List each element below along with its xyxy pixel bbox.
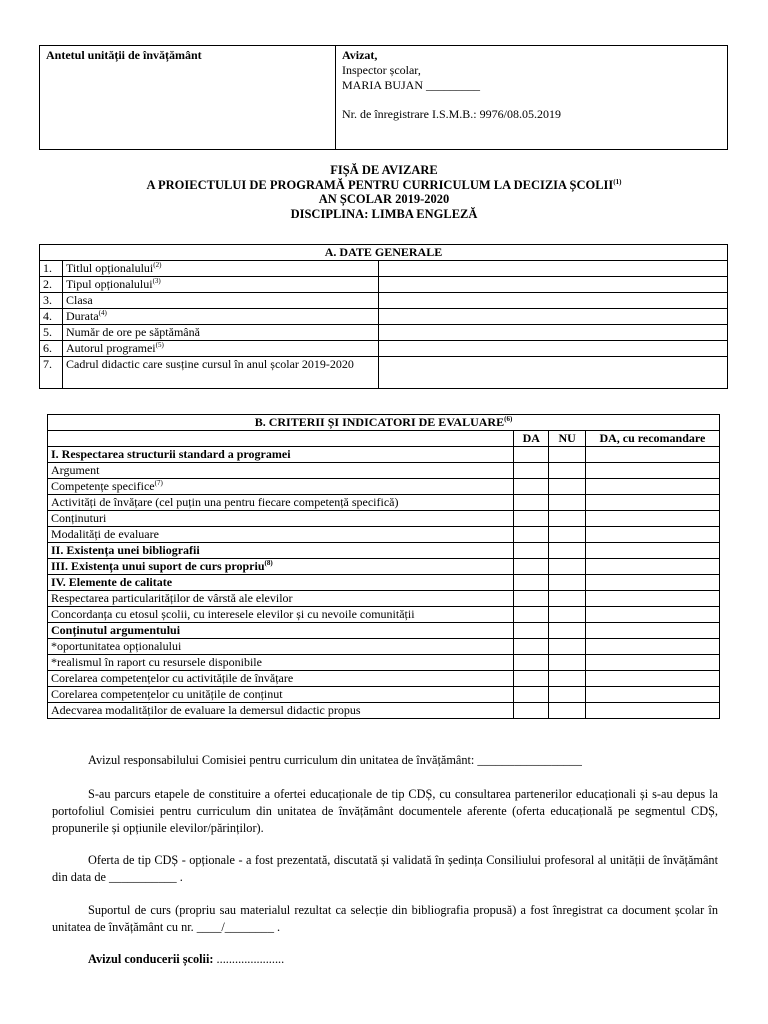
inspector-label: Inspector școlar,: [342, 63, 421, 77]
criteria-row: [48, 495, 720, 511]
row-label: Cadrul didactic care susține cursul în anul școlar 2019-2020: [63, 357, 379, 389]
cell-recommendation[interactable]: [585, 671, 719, 687]
general-row: [40, 309, 728, 325]
footnote-ref: (5): [155, 341, 164, 349]
inspector-name: MARIA BUJAN _________: [342, 78, 481, 92]
criteria-label: Adecvarea modalităților de evaluare la demersul didactic propus: [48, 703, 514, 719]
registration-number: Nr. de înregistrare I.S.M.B.: 9976/08.05.2019: [342, 107, 561, 121]
paragraph-commission-approval: Avizul responsabilului Comisiei pentru curriculum din unitatea de învățământ: _________________: [88, 753, 582, 767]
criteria-table: [47, 414, 720, 719]
cell-nu[interactable]: [549, 575, 585, 591]
cell-nu[interactable]: [549, 639, 585, 655]
cell-recommendation[interactable]: [585, 623, 719, 639]
row-number: 3.: [40, 293, 63, 309]
footnote-ref: (4): [98, 309, 107, 317]
cell-nu[interactable]: [549, 463, 585, 479]
criteria-row: [48, 511, 720, 527]
general-row: [40, 357, 728, 389]
general-row: [40, 325, 728, 341]
row-label: Număr de ore pe săptămână: [63, 325, 379, 341]
footnote-ref: (3): [152, 277, 161, 285]
criteria-label: Concordanța cu etosul școlii, cu interesele elevilor și cu nevoile comunității: [48, 607, 514, 623]
criteria-label: Argument: [48, 463, 514, 479]
criteria-label: II. Existența unei bibliografii: [48, 543, 514, 559]
cell-nu[interactable]: [549, 623, 585, 639]
cell-da[interactable]: [514, 655, 549, 671]
cell-da[interactable]: [514, 495, 549, 511]
cell-recommendation[interactable]: [585, 639, 719, 655]
criteria-row: [48, 687, 720, 703]
criteria-label: Corelarea competențelor cu activitățile de învățare: [48, 671, 514, 687]
row-value[interactable]: [379, 261, 728, 277]
institution-label: Antetul unității de învățământ: [46, 48, 202, 62]
row-label: Autorul programei$^{(5)}$: [63, 341, 379, 357]
criteria-label: Conținuturi: [48, 511, 514, 527]
cell-da[interactable]: [514, 543, 549, 559]
criteria-row: [48, 463, 720, 479]
cell-da[interactable]: [514, 511, 549, 527]
row-value[interactable]: [379, 293, 728, 309]
footnote-ref: (2): [153, 261, 162, 269]
cell-da[interactable]: [514, 559, 549, 575]
criteria-row: [48, 479, 720, 495]
criteria-row: [48, 575, 720, 591]
document-title: [0, 163, 768, 221]
cell-nu[interactable]: [549, 655, 585, 671]
criteria-row: [48, 703, 720, 719]
row-number: 1.: [40, 261, 63, 277]
paragraph-course-support: Suportul de curs (propriu sau materialul rezultat ca selecție din bibliografia propusă) a fost înregistrat ca document școlar în unitatea de învățământ cu nr. ____/________ .: [52, 903, 718, 934]
col-recommendation: DA, cu recomandare: [585, 431, 719, 447]
row-value[interactable]: [379, 277, 728, 293]
criteria-row: [48, 655, 720, 671]
row-number: 6.: [40, 341, 63, 357]
criteria-label: Competențe specifice$^{(7)}$: [48, 479, 514, 495]
cell-da[interactable]: [514, 639, 549, 655]
row-label: Tipul opționalului$^{(3)}$: [63, 277, 379, 293]
cell-recommendation[interactable]: [585, 703, 719, 719]
title-line-1: FIȘĂ DE AVIZARE: [330, 163, 438, 177]
criteria-row: [48, 559, 720, 575]
cell-da[interactable]: [514, 703, 549, 719]
criteria-row: [48, 543, 720, 559]
cell-nu[interactable]: [549, 479, 585, 495]
cell-da[interactable]: [514, 527, 549, 543]
cell-nu[interactable]: [549, 543, 585, 559]
cell-recommendation[interactable]: [585, 687, 719, 703]
cell-da[interactable]: [514, 623, 549, 639]
title-line-4: DISCIPLINA: LIMBA ENGLEZĂ: [290, 206, 478, 221]
criteria-row: [48, 623, 720, 639]
row-value[interactable]: [379, 309, 728, 325]
criteria-row: [48, 639, 720, 655]
row-label: Titlul opționalului$^{(2)}$: [63, 261, 379, 277]
criteria-label: Modalități de evaluare: [48, 527, 514, 543]
paragraph-cds-offer: S-au parcurs etapele de constituire a ofertei educaționale de tip CDȘ, cu consultarea partenerilor educaționali și s-au depus la portofoliul Comisiei pentru curriculum din unitatea de învățământ documentele aferente (oferta educațională pe segmentul CDȘ, propunerile și opțiunile elevilor/părinților).: [52, 787, 718, 835]
general-row: [40, 261, 728, 277]
cell-recommendation[interactable]: [585, 591, 719, 607]
header-table: [39, 45, 728, 150]
cell-nu[interactable]: [549, 607, 585, 623]
cell-da[interactable]: [514, 479, 549, 495]
general-data-table: [39, 244, 728, 389]
criteria-heading: B. CRITERII ȘI INDICATORI DE EVALUARE$^{(6)}$: [48, 415, 720, 431]
paragraph-council-validation: Oferta de tip CDȘ - opționale - a fost prezentată, discutată și validată în ședința Consiliului profesoral al unității de învățământ din data de ___________ .: [52, 853, 718, 884]
cell-recommendation[interactable]: [585, 447, 719, 463]
criteria-row: [48, 447, 720, 463]
criteria-row: [48, 671, 720, 687]
approval-cell: [336, 46, 728, 150]
footnote-ref: (1): [613, 177, 622, 186]
cell-recommendation[interactable]: [585, 527, 719, 543]
cell-da[interactable]: [514, 463, 549, 479]
criteria-col-label: [48, 431, 514, 447]
footnote-ref: (8): [264, 559, 273, 567]
cell-nu[interactable]: [549, 687, 585, 703]
cell-da[interactable]: [514, 607, 549, 623]
cell-nu[interactable]: [549, 511, 585, 527]
cell-nu[interactable]: [549, 559, 585, 575]
row-number: 4.: [40, 309, 63, 325]
school-approval-label: Avizul conducerii școlii:: [88, 952, 214, 966]
criteria-row: [48, 607, 720, 623]
criteria-label: IV. Elemente de calitate: [48, 575, 514, 591]
general-heading: A. DATE GENERALE: [40, 245, 728, 261]
criteria-label: Respectarea particularităților de vârstă ale elevilor: [48, 591, 514, 607]
cell-da[interactable]: [514, 591, 549, 607]
row-number: 7.: [40, 357, 63, 389]
row-label: Durata$^{(4)}$: [63, 309, 379, 325]
cell-nu[interactable]: [549, 447, 585, 463]
school-approval-value: ......................: [216, 952, 285, 966]
row-number: 2.: [40, 277, 63, 293]
cell-nu[interactable]: [549, 591, 585, 607]
criteria-label: *oportunitatea opționalului: [48, 639, 514, 655]
criteria-label: Activități de învățare (cel puțin una pentru fiecare competență specifică): [48, 495, 514, 511]
footnote-ref: (7): [154, 479, 163, 487]
col-da: DA: [514, 431, 549, 447]
paragraph-school-approval: [52, 951, 718, 968]
col-nu: NU: [549, 431, 585, 447]
row-number: 5.: [40, 325, 63, 341]
approval-label: Avizat,: [342, 48, 378, 62]
criteria-row: [48, 591, 720, 607]
cell-da[interactable]: [514, 671, 549, 687]
cell-recommendation[interactable]: [585, 463, 719, 479]
title-line-3: AN ȘCOLAR 2019-2020: [318, 192, 450, 206]
cell-nu[interactable]: [549, 495, 585, 511]
cell-nu[interactable]: [549, 671, 585, 687]
cell-da[interactable]: [514, 575, 549, 591]
cell-recommendation[interactable]: [585, 543, 719, 559]
cell-nu[interactable]: [549, 527, 585, 543]
criteria-label: Conținutul argumentului: [48, 623, 514, 639]
general-row: [40, 277, 728, 293]
criteria-label: *realismul în raport cu resursele disponibile: [48, 655, 514, 671]
row-value[interactable]: [379, 325, 728, 341]
criteria-label: I. Respectarea structurii standard a programei: [48, 447, 514, 463]
cell-da[interactable]: [514, 447, 549, 463]
cell-recommendation[interactable]: [585, 655, 719, 671]
institution-cell: [40, 46, 336, 150]
row-value[interactable]: [379, 341, 728, 357]
title-line-2: A PROIECTULUI DE PROGRAMĂ PENTRU CURRICULUM LA DECIZIA ȘCOLII$^{(1)}$: [146, 177, 622, 192]
cell-recommendation[interactable]: [585, 495, 719, 511]
criteria-label: Corelarea competențelor cu unitățile de conținut: [48, 687, 514, 703]
criteria-label: III. Existența unui suport de curs propriu$^{(8)}$: [48, 559, 514, 575]
cell-recommendation[interactable]: [585, 607, 719, 623]
footnote-ref: (6): [504, 415, 513, 423]
cell-nu[interactable]: [549, 703, 585, 719]
general-row: [40, 341, 728, 357]
general-row: [40, 293, 728, 309]
cell-recommendation[interactable]: [585, 479, 719, 495]
cell-da[interactable]: [514, 687, 549, 703]
row-label: Clasa: [63, 293, 379, 309]
criteria-row: [48, 527, 720, 543]
row-value[interactable]: [379, 357, 728, 389]
cell-recommendation[interactable]: [585, 559, 719, 575]
cell-recommendation[interactable]: [585, 575, 719, 591]
cell-recommendation[interactable]: [585, 511, 719, 527]
